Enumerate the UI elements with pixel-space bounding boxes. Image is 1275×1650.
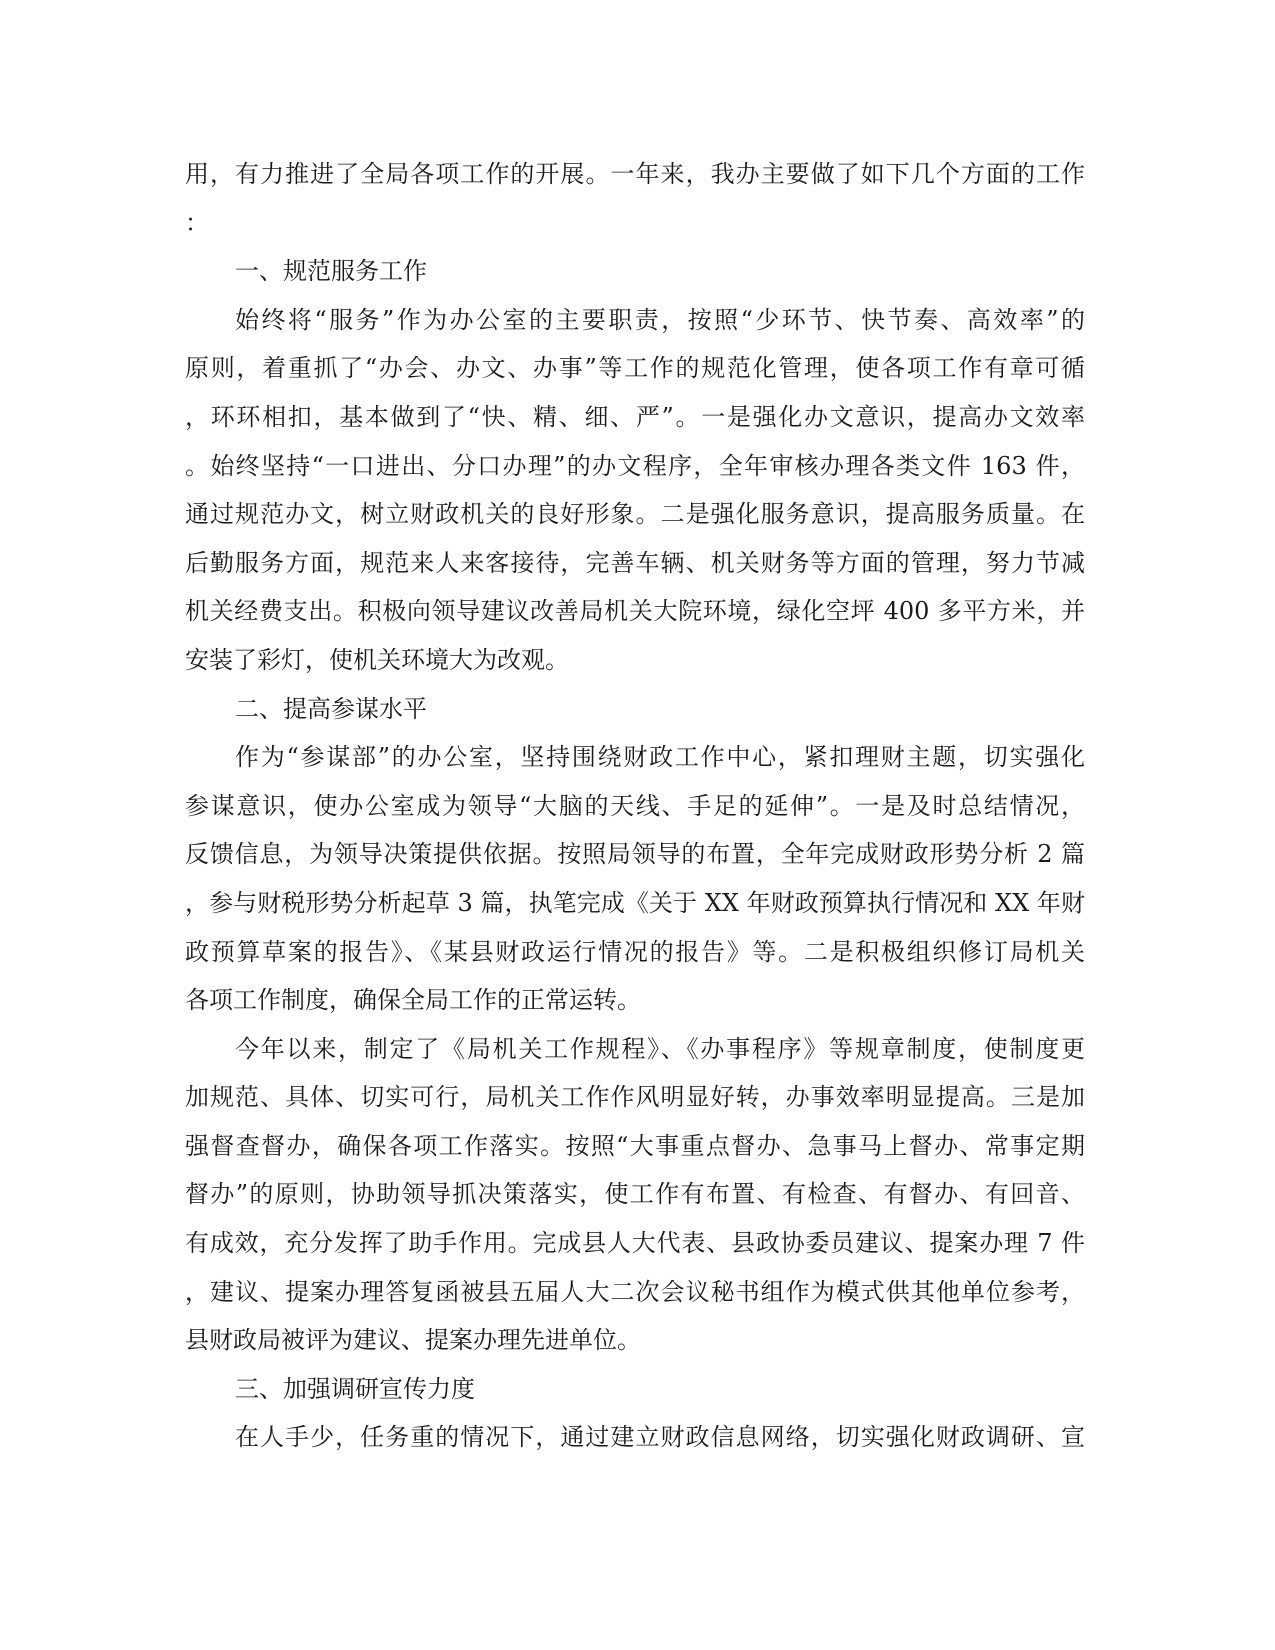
text-line: ，建议、提案办理答复函被县五届人大二次会议秘书组作为模式供其他单位参考， (185, 1277, 1085, 1306)
text-line: 反馈信息，为领导决策提供依据。按照局领导的布置，全年完成财政形势分析 2 篇 (185, 840, 1085, 869)
text-line: 在人手少，任务重的情况下，通过建立财政信息网络，切实强化财政调研、宣 (235, 1423, 1085, 1452)
text-line: ，参与财税形势分析起草 3 篇，执笔完成《关于 XX 年财政预算执行情况和 XX 年财 (185, 888, 1085, 917)
text-line: ： (185, 208, 209, 237)
text-line: 今年以来，制定了《局机关工作规程》、《办事程序》等规章制度，使制度更 (235, 1034, 1085, 1063)
section-heading: 一、规范服务工作 (235, 257, 427, 286)
text-line: 县财政局被评为建议、提案办理先进单位。 (185, 1326, 641, 1355)
text-line: 督办”的原则，协助领导抓决策落实，使工作有布置、有检查、有督办、有回音、 (185, 1180, 1085, 1209)
text-line: 强督查督办，确保各项工作落实。按照“大事重点督办、急事马上督办、常事定期 (185, 1131, 1085, 1160)
text-line: 用，有力推进了全局各项工作的开展。一年来，我办主要做了如下几个方面的工作 (185, 160, 1085, 188)
text-line: 安装了彩灯，使机关环境大为改观。 (185, 645, 569, 674)
section-heading: 二、提高参谋水平 (235, 694, 427, 723)
text-line: ，环环相扣，基本做到了“快、精、细、严”。一是强化办文意识，提高办文效率 (185, 402, 1085, 431)
text-line: 后勤服务方面，规范来人来客接待，完善车辆、机关财务等方面的管理，努力节减 (185, 548, 1085, 577)
text-line: 。始终坚持“一口进出、分口办理”的办文程序，全年审核办理各类文件 163 件， (185, 451, 1085, 480)
text-line: 作为“参谋部”的办公室，坚持围绕财政工作中心，紧扣理财主题，切实强化 (235, 743, 1085, 772)
document-body (185, 150, 1085, 1462)
text-line: 机关经费支出。积极向领导建议改善局机关大院环境，绿化空坪 400 多平方米，并 (185, 597, 1085, 626)
text-line: 有成效，充分发挥了助手作用。完成县人大代表、县政协委员建议、提案办理 7 件 (185, 1229, 1085, 1258)
section-heading: 三、加强调研宣传力度 (235, 1374, 475, 1403)
text-line: 政预算草案的报告》、《某县财政运行情况的报告》等。二是积极组织修订局机关 (185, 937, 1085, 966)
text-line: 通过规范办文，树立财政机关的良好形象。二是强化服务意识，提高服务质量。在 (185, 500, 1085, 529)
text-line: 参谋意识，使办公室成为领导“大脑的天线、手足的延伸”。一是及时总结情况， (185, 791, 1085, 820)
text-line: 加规范、具体、切实可行，局机关工作作风明显好转，办事效率明显提高。三是加 (185, 1083, 1085, 1112)
text-line: 始终将“服务”作为办公室的主要职责，按照“少环节、快节奏、高效率”的 (235, 305, 1085, 334)
text-line: 各项工作制度，确保全局工作的正常运转。 (185, 986, 641, 1015)
text-line: 原则，着重抓了“办会、办文、办事”等工作的规范化管理，使各项工作有章可循 (185, 354, 1085, 383)
